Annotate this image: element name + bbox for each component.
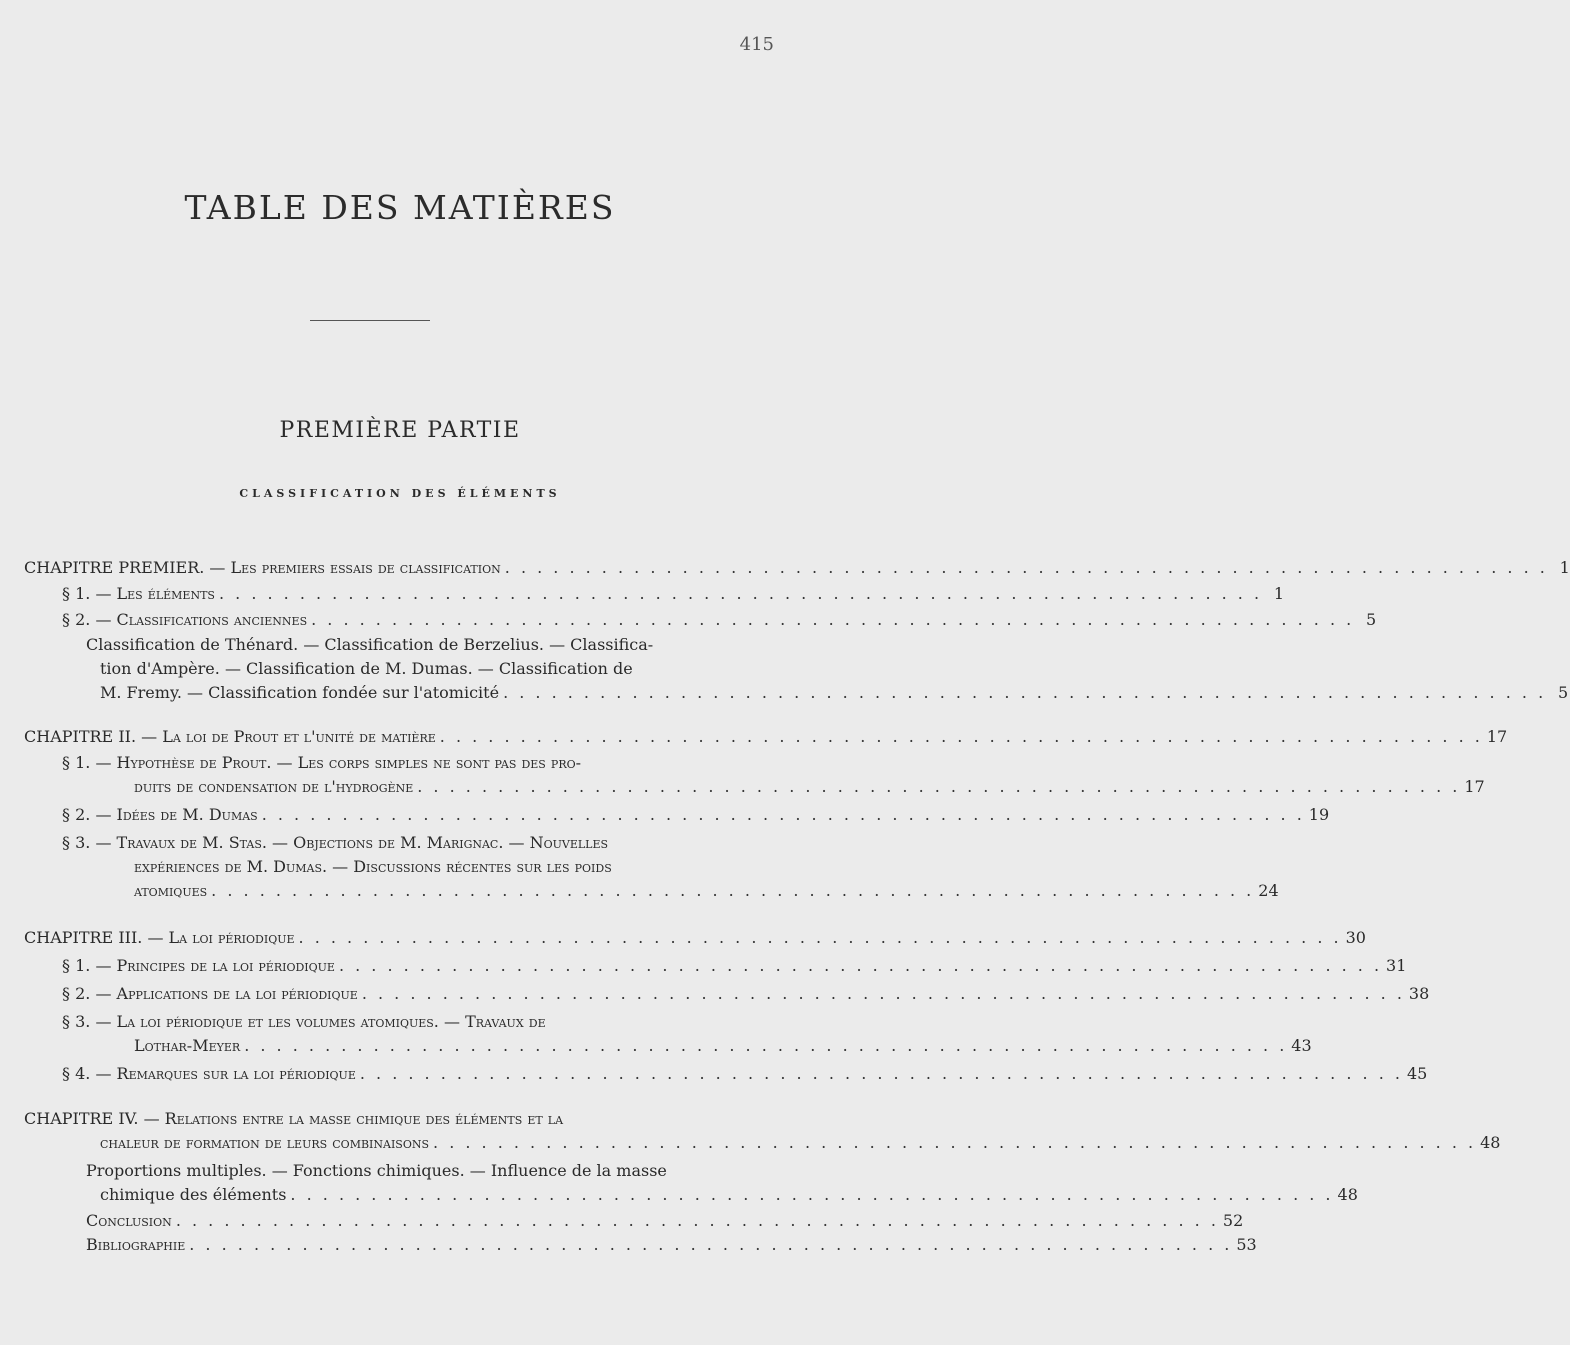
leader-dots: . . . . . . . . . . . . . . . . . . . . . . . . . . . . . . . . . . . . . . . . . . . . . . . . . . . . . . . . . . . . . . . . . [433, 1133, 1477, 1152]
chapter-detail-line: chimique des éléments [100, 1185, 287, 1204]
section-title: Idées de M. Dumas [116, 805, 258, 824]
section-title: Hypothèse de Prout. — Les corps simples ne sont pas des pro- [116, 753, 582, 772]
leader-dots: . . . . . . . . . . . . . . . . . . . . . . . . . . . . . . . . . . . . . . . . . . . . . . . . . . . . . . . . . . . . . . . . . [504, 558, 1548, 577]
section-title: atomiques [134, 881, 208, 900]
leader-dots: . . . . . . . . . . . . . . . . . . . . . . . . . . . . . . . . . . . . . . . . . . . . . . . . . . . . . . . . . . . . . . . . . [189, 1235, 1233, 1254]
leader-dots: . . . . . . . . . . . . . . . . . . . . . . . . . . . . . . . . . . . . . . . . . . . . . . . . . . . . . . . . . . . . . . . . . [244, 1036, 1288, 1055]
chapter-title: La loi périodique [168, 928, 295, 947]
section-detail-line: Classification de Thénard. — Classification de Berzelius. — Classifica- [86, 635, 654, 654]
section-title: duits de condensation de l'hydrogène [134, 777, 414, 796]
section-title: Classifications anciennes [116, 610, 308, 629]
section-detail-line: M. Fremy. — Classification fondée sur l'atomicité [100, 683, 500, 702]
toc-section-2-1[interactable] [134, 776, 1485, 798]
leader-dots: . . . . . . . . . . . . . . . . . . . . . . . . . . . . . . . . . . . . . . . . . . . . . . . . . . . . . . . . . . . . . . . . . [218, 584, 1263, 603]
page-ref: 52 [1222, 1211, 1244, 1230]
section-title: Remarques sur la loi périodique [116, 1064, 356, 1083]
toc-section-3-3[interactable] [134, 1035, 1312, 1057]
toc-conclusion[interactable] [86, 1210, 1244, 1232]
leader-dots: . . . . . . . . . . . . . . . . . . . . . . . . . . . . . . . . . . . . . . . . . . . . . . . . . . . . . . . . . . . . . . . . . [338, 956, 1383, 975]
section-label: § 3. — [62, 833, 112, 852]
page-ref: 1 [1273, 584, 1285, 603]
page-ref: 17 [1464, 777, 1485, 796]
leader-dots: . . . . . . . . . . . . . . . . . . . . . . . . . . . . . . . . . . . . . . . . . . . . . . . . . . . . . . . . . . . . . . . . . [175, 1211, 1219, 1230]
page-ref: 30 [1345, 928, 1366, 947]
section-label: § 2. — [62, 805, 112, 824]
toc-chapter-4-detail[interactable] [100, 1184, 1358, 1206]
chapter-label: CHAPITRE II. — [24, 727, 158, 746]
page-ref: 5 [1366, 610, 1377, 629]
toc-section-1-2[interactable] [62, 609, 1377, 631]
main-title: TABLE DES MATIÈRES [184, 188, 616, 227]
leader-dots: . . . . . . . . . . . . . . . . . . . . . . . . . . . . . . . . . . . . . . . . . . . . . . . . . . . . . . . . . . . . . . . . . [359, 1064, 1403, 1083]
leader-dots: . . . . . . . . . . . . . . . . . . . . . . . . . . . . . . . . . . . . . . . . . . . . . . . . . . . . . . . . . . . . . . . . . [290, 1185, 1334, 1204]
chapter-label: CHAPITRE III. — [24, 928, 164, 947]
page-ref: 48 [1337, 1185, 1358, 1204]
page-ref: 5 [1557, 683, 1569, 702]
section-label: § 1. — [62, 956, 112, 975]
toc-section-3-1[interactable] [62, 955, 1407, 977]
leader-dots: . . . . . . . . . . . . . . . . . . . . . . . . . . . . . . . . . . . . . . . . . . . . . . . . . . . . . . . . . . . . . . . . . [503, 683, 1547, 702]
leader-dots: . . . . . . . . . . . . . . . . . . . . . . . . . . . . . . . . . . . . . . . . . . . . . . . . . . . . . . . . . . . . . . . . . [261, 805, 1305, 824]
toc-section-2-2[interactable] [62, 804, 1330, 826]
section-label: § 3. — [62, 1012, 112, 1031]
page-ref: 31 [1386, 956, 1407, 975]
leader-dots: . . . . . . . . . . . . . . . . . . . . . . . . . . . . . . . . . . . . . . . . . . . . . . . . . . . . . . . . . . . . . . . . . [361, 984, 1405, 1003]
toc-chapter-2[interactable] [24, 726, 1508, 748]
toc-chapter-3[interactable] [24, 927, 1366, 949]
section-title: Applications de la loi périodique [116, 984, 358, 1003]
section-title: La loi périodique et les volumes atomiques. — Travaux de [116, 1012, 546, 1031]
section-title: Travaux de M. Stas. — Objections de M. Marignac. — Nouvelles [116, 833, 609, 852]
chapter-title: Relations entre la masse chimique des éléments et la [164, 1109, 564, 1128]
leader-dots: . . . . . . . . . . . . . . . . . . . . . . . . . . . . . . . . . . . . . . . . . . . . . . . . . . . . . . . . . . . . . . . . . [311, 610, 1355, 629]
section-detail-line: tion d'Ampère. — Classification de M. Dumas. — Classification de [100, 659, 633, 678]
toc-section-3-4[interactable] [62, 1063, 1428, 1085]
toc-bibliographie[interactable] [86, 1234, 1257, 1256]
chapter-title: chaleur de formation de leurs combinaisons [100, 1133, 430, 1152]
toc-section-3-2[interactable] [62, 983, 1430, 1005]
toc-chapter-1[interactable] [24, 557, 1570, 579]
page-number: 415 [739, 34, 774, 55]
leader-dots: . . . . . . . . . . . . . . . . . . . . . . . . . . . . . . . . . . . . . . . . . . . . . . . . . . . . . . . . . . . . . . . . . [298, 928, 1342, 947]
section-label: § 2. — [62, 984, 112, 1003]
section-title: expériences de M. Dumas. — Discussions récentes sur les poids [134, 857, 612, 876]
page-ref: 53 [1236, 1235, 1257, 1254]
part-title: PREMIÈRE PARTIE [279, 418, 521, 443]
section-label: § 1. — [62, 753, 112, 772]
chapter-label: CHAPITRE PREMIER. — [24, 558, 226, 577]
title-rule [310, 320, 430, 321]
toc-section-1-1[interactable] [62, 583, 1285, 605]
page-ref: 1 [1559, 558, 1570, 577]
section-title: Principes de la loi périodique [116, 956, 335, 975]
page-ref: 17 [1486, 727, 1508, 746]
section-label: § 4. — [62, 1064, 112, 1083]
chapter-label: CHAPITRE IV. — [24, 1109, 160, 1128]
page-ref: 19 [1308, 805, 1330, 824]
page-ref: 24 [1258, 881, 1279, 900]
part-subtitle: CLASSIFICATION DES ÉLÉMENTS [239, 487, 561, 500]
toc-section-1-2-detail[interactable] [100, 682, 1569, 704]
page-ref: 38 [1408, 984, 1430, 1003]
page-ref: 43 [1291, 1036, 1312, 1055]
page-ref: 48 [1480, 1133, 1501, 1152]
section-title: Lothar-Meyer [134, 1036, 241, 1055]
page-ref: 45 [1406, 1064, 1428, 1083]
chapter-title: Les premiers essais de classification [230, 558, 501, 577]
section-label: § 2. — [62, 610, 112, 629]
chapter-title: La loi de Prout et l'unité de matière [162, 727, 436, 746]
toc-section-2-3[interactable] [134, 880, 1279, 902]
conclusion-title: Conclusion [86, 1211, 172, 1230]
leader-dots: . . . . . . . . . . . . . . . . . . . . . . . . . . . . . . . . . . . . . . . . . . . . . . . . . . . . . . . . . . . . . . . . . [211, 881, 1255, 900]
chapter-detail-line: Proportions multiples. — Fonctions chimiques. — Influence de la masse [86, 1161, 667, 1180]
section-label: § 1. — [62, 584, 112, 603]
toc-chapter-4[interactable] [100, 1132, 1501, 1154]
bibliographie-title: Bibliographie [86, 1235, 186, 1254]
leader-dots: . . . . . . . . . . . . . . . . . . . . . . . . . . . . . . . . . . . . . . . . . . . . . . . . . . . . . . . . . . . . . . . . . [439, 727, 1483, 746]
leader-dots: . . . . . . . . . . . . . . . . . . . . . . . . . . . . . . . . . . . . . . . . . . . . . . . . . . . . . . . . . . . . . . . . . [417, 777, 1461, 796]
section-title: Les éléments [116, 584, 215, 603]
